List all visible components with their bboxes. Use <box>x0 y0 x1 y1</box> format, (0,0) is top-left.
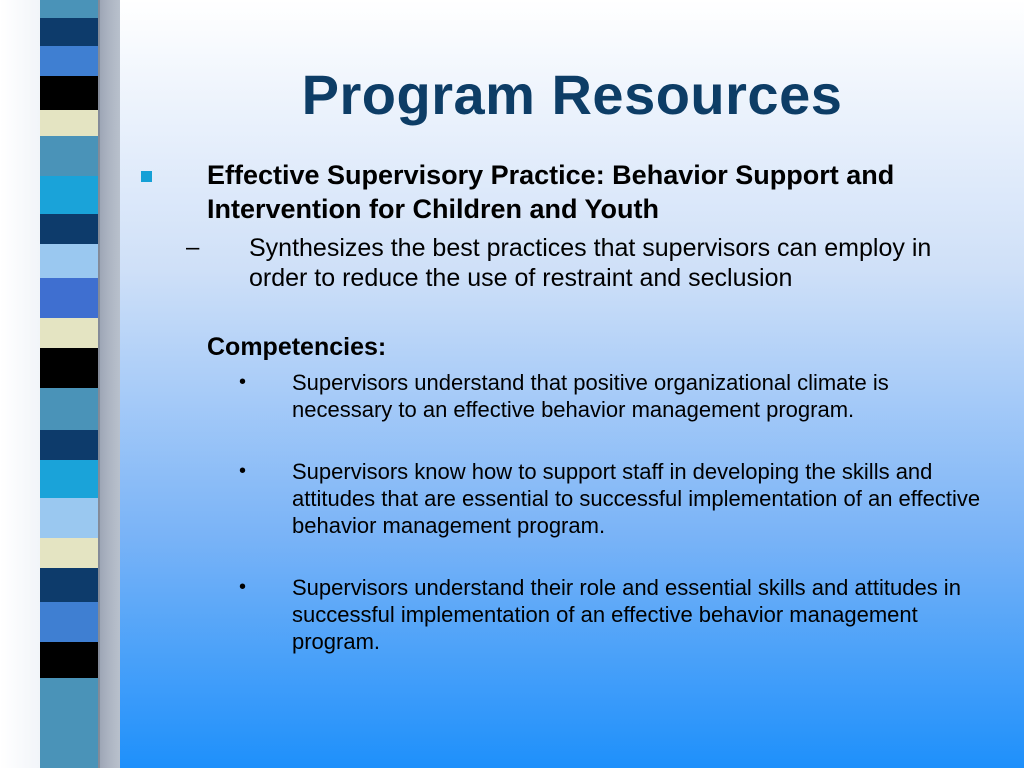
dot-bullet: • <box>239 371 247 393</box>
competency-item: Supervisors understand their role and essential skills and attitudes in successful implementation of an effective behavior management program. <box>292 575 961 654</box>
main-item: Effective Supervisory Practice: Behavior Support and Intervention for Children and Youth <box>207 160 895 224</box>
dot-bullet: • <box>239 460 247 482</box>
competency-item: Supervisors understand that positive organizational climate is necessary to an effective behavior management program. <box>292 370 889 422</box>
square-bullet-icon <box>141 171 152 182</box>
dot-bullet: • <box>239 576 247 598</box>
slide-title: Program Resources <box>301 63 843 126</box>
sub-item: Synthesizes the best practices that supervisors can employ in order to reduce the use of restraint and seclusion <box>249 234 932 292</box>
dash-bullet: – <box>186 234 200 261</box>
competency-item: Supervisors know how to support staff in developing the skills and attitudes that are essential to successful implementation of an effective behavior management program. <box>292 459 981 538</box>
competencies-heading: Competencies: <box>207 333 387 361</box>
